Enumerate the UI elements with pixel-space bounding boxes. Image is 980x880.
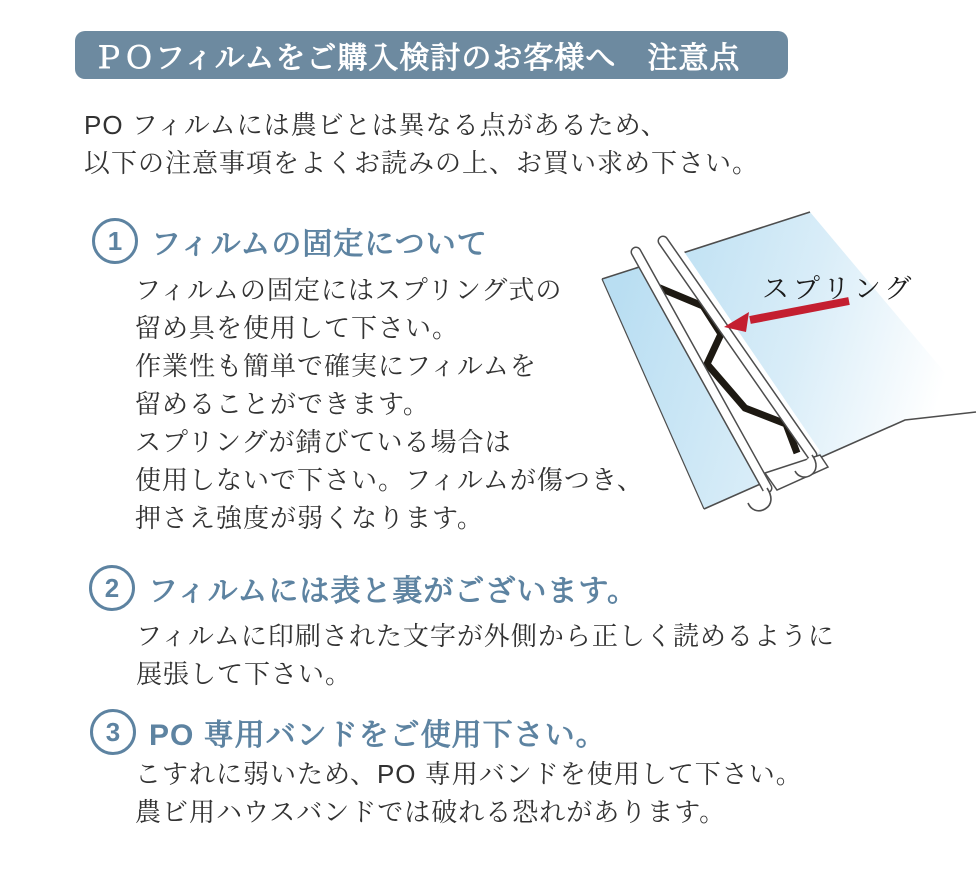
circled-number-2-icon: 2 bbox=[89, 565, 135, 611]
body-text-line: 作業性も簡単で確実にフィルムを bbox=[135, 351, 537, 381]
body-text-line: こすれに弱いため、PO 専用バンドを使用して下さい。 bbox=[135, 759, 803, 789]
body-text-line: 留め具を使用して下さい。 bbox=[135, 313, 460, 343]
section-3-heading bbox=[90, 709, 607, 755]
body-text-line: フィルムに印刷された文字が外側から正しく読めるように bbox=[136, 621, 835, 651]
spring-fastener-illustration bbox=[580, 185, 980, 545]
section-2-body bbox=[136, 617, 835, 693]
intro-paragraph bbox=[84, 106, 759, 182]
body-text-line: フィルムの固定にはスプリング式の bbox=[135, 275, 563, 305]
rail-end-hook bbox=[748, 488, 771, 511]
intro-line: PO フィルムには農ビとは異なる点があるため、 bbox=[84, 110, 668, 140]
body-text-line: 押さえ強度が弱くなります。 bbox=[135, 503, 484, 533]
page-title: ＰＯフィルムをご購入検討のお客様へ 注意点 bbox=[93, 42, 741, 75]
section-heading-text: フィルムの固定について bbox=[151, 228, 488, 261]
body-text-line: 使用しないで下さい。フィルムが傷つき、 bbox=[135, 465, 644, 495]
circled-number-1-icon: 1 bbox=[92, 218, 138, 264]
circled-number-3-icon: 3 bbox=[90, 709, 136, 755]
intro-line: 以下の注意事項をよくお読みの上、お買い求め下さい。 bbox=[84, 148, 760, 178]
section-heading-text: フィルムには表と裏がございます。 bbox=[148, 575, 638, 608]
section-1-body bbox=[135, 271, 644, 537]
body-text-line: 展張して下さい。 bbox=[136, 659, 353, 689]
body-text-line: スプリングが錆びている場合は bbox=[135, 427, 512, 457]
section-heading-text: PO 専用バンドをご使用下さい。 bbox=[149, 719, 607, 752]
spring-label: スプリング bbox=[762, 274, 916, 304]
body-text-line: 農ビ用ハウスバンドでは破れる恐れがあります。 bbox=[135, 797, 727, 827]
notice-title-banner bbox=[75, 31, 788, 79]
section-3-body bbox=[135, 755, 803, 831]
section-1-heading bbox=[92, 218, 488, 264]
section-2-heading bbox=[89, 565, 638, 611]
body-text-line: 留めることができます。 bbox=[135, 389, 430, 419]
